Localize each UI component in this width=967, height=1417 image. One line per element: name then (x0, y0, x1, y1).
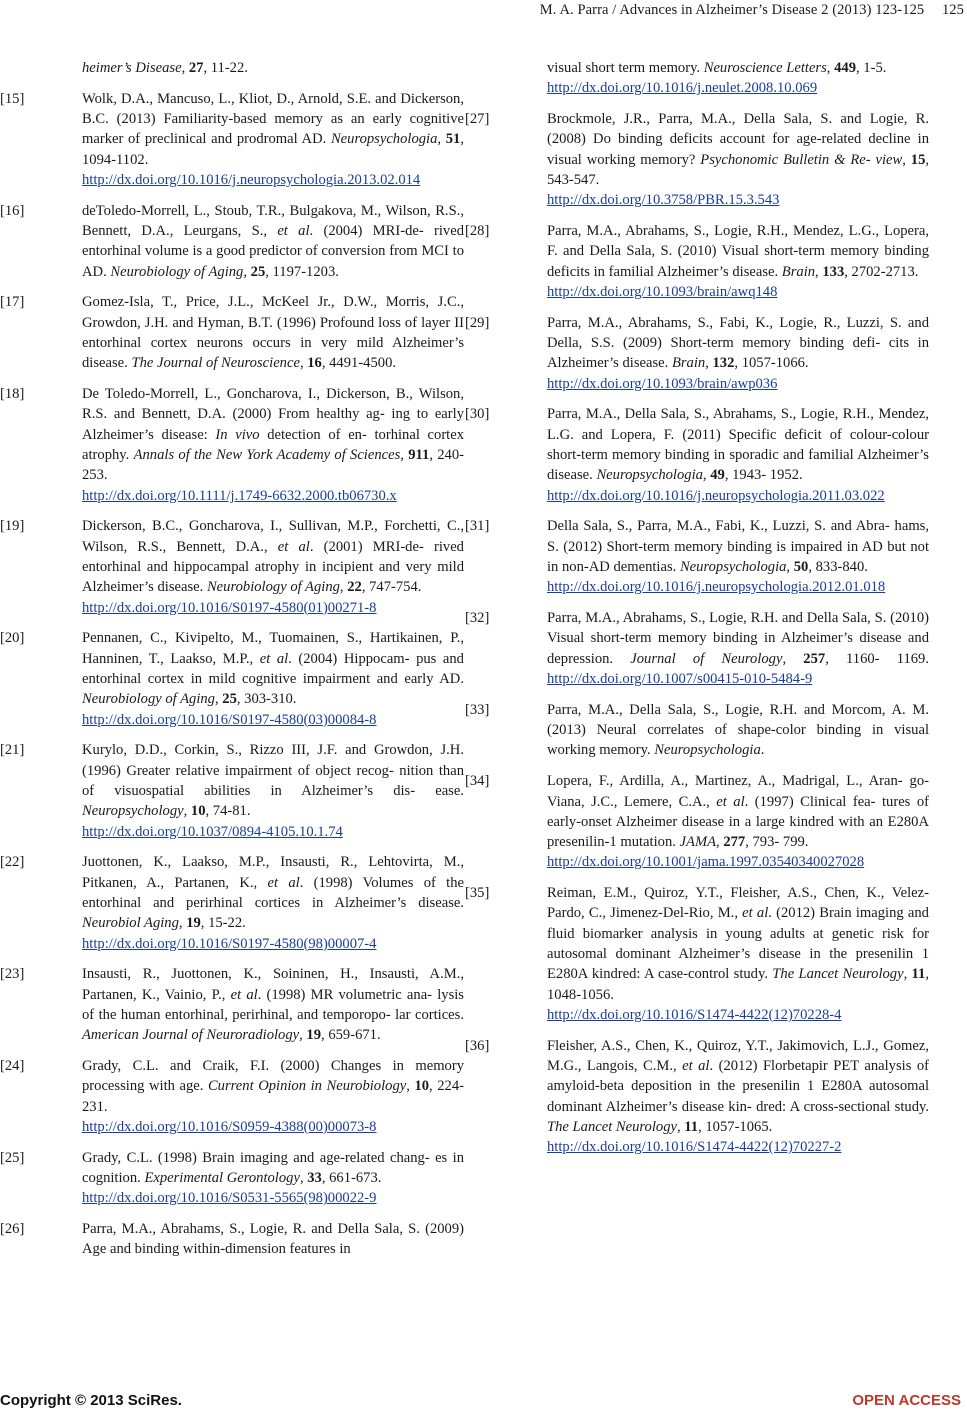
reference-text (547, 221, 929, 302)
reference-text (547, 58, 929, 99)
volume-number: 27 (188, 60, 204, 76)
reference-segment: , (183, 803, 191, 820)
reference-segment: , 303-310. (236, 691, 297, 708)
reference-number: [32] (465, 610, 490, 627)
reference-number: [33] (465, 701, 490, 718)
volume-number: 911 (408, 447, 430, 464)
reference-segment: , (903, 966, 912, 983)
doi-link[interactable]: http://dx.doi.org/10.1093/brain/awp036 (547, 375, 778, 392)
reference-entry (465, 700, 929, 761)
reference-text (82, 1219, 464, 1260)
reference-segment: , (181, 60, 189, 76)
reference-segment: De Toledo-Morrell, L., Goncharova, I., Dickerson, B., Wilson, R.S. and Bennett, D.A. (2000) From healthy ag- ing to early Alzheimer’s disease: (82, 386, 464, 443)
reference-entry (465, 771, 929, 872)
reference-text (82, 1148, 464, 1209)
journal-title: Neuropsychologia (679, 559, 787, 576)
reference-entry (465, 1036, 929, 1158)
reference-number: [15] (0, 90, 25, 107)
journal-title: Neuropsychologia (654, 742, 761, 759)
reference-segment: , 1057-1066. (734, 355, 809, 372)
reference-text (82, 628, 464, 729)
reference-entry (0, 1056, 464, 1137)
journal-title: Neurobiology of Aging (110, 263, 244, 280)
reference-number: [25] (0, 1149, 25, 1166)
journal-title: Neurobiol Aging (82, 915, 179, 932)
reference-segment: , 1094-1102. (82, 131, 464, 168)
reference-text (82, 852, 464, 953)
journal-title: Current Opinion in Neurobiology (207, 1078, 407, 1095)
reference-number: [26] (0, 1221, 25, 1238)
reference-text (547, 608, 929, 689)
journal-title: The Journal of Neuroscience (131, 355, 300, 372)
doi-link[interactable]: http://dx.doi.org/10.1016/j.neulet.2008.10.069 (547, 80, 818, 97)
doi-link[interactable]: http://dx.doi.org/10.1111/j.1749-6632.2000.tb06730.x (82, 487, 397, 504)
doi-link[interactable]: http://dx.doi.org/10.1037/0894-4105.10.1.74 (82, 823, 343, 840)
volume-number: 11 (911, 966, 926, 983)
reference-entry (0, 740, 464, 841)
page-number: 125 (941, 2, 964, 18)
reference-segment: Della Sala, S., Parra, M.A., Fabi, K., Luzzi, S. and Abra- hams, S. (2012) Short-term memory binding is impaired in AD but not in non-AD dementias. (547, 518, 929, 576)
reference-segment: Parra, M.A., Della Sala, S., Abrahams, S., Logie, R.H., Mendez, L.G. and Lopera, F. (2011) Specific deficit of colour-colour short-term memory binding in sporadic and familial Alzheimer’s disease. (547, 406, 929, 484)
reference-entry (465, 313, 929, 394)
reference-number: [31] (465, 518, 490, 535)
reference-segment: , 1-5. (855, 60, 887, 76)
reference-segment: Parra, M.A., Abrahams, S., Logie, R. and Della Sala, S. (2009) Age and binding within-dimension features in (82, 1221, 464, 1258)
reference-number: [27] (465, 111, 490, 128)
reference-text (547, 700, 929, 761)
reference-entry (0, 516, 464, 617)
reference-text (82, 964, 464, 1045)
reference-entry (0, 1219, 464, 1260)
reference-segment: , (716, 834, 724, 851)
reference-segment: Brockmole, J.R., Parra, M.A., Della Sala, S. and Logie, R. (2008) Do binding deficits account for age-related decline in visual working memory? (547, 111, 929, 168)
reference-segment: Dickerson, B.C., Goncharova, I., Sullivan, M.P., Forchetti, C., Wilson, R.S., Bennett, D.A., (82, 518, 464, 555)
reference-segment: Grady, C.L. (1998) Brain imaging and age-related chang- es in cognition. (82, 1149, 464, 1187)
reference-segment: . (2012) Florbetapir PET analysis of amyloid-beta deposition in the presenilin 1 E280A autosomal dominant Alzheimer’s disease kin- dred: A cross-sectional study. (547, 1058, 929, 1115)
reference-segment: Reiman, E.M., Quiroz, Y.T., Fleisher, A.S., Chen, K., Velez-Pardo, C., Jimenez-Del-Rio, M., (547, 885, 929, 922)
reference-text (82, 292, 464, 373)
doi-link[interactable]: http://dx.doi.org/10.1007/s00415-010-5484-9 (547, 671, 813, 688)
reference-number: [30] (465, 406, 490, 423)
reference-segment: , (339, 579, 348, 596)
journal-title: et al (259, 650, 289, 667)
left-reference-column (0, 58, 465, 1270)
reference-text (82, 89, 464, 190)
journal-title: et al (682, 1058, 710, 1075)
doi-link[interactable]: http://dx.doi.org/10.1001/jama.1997.03540340027028 (547, 854, 865, 871)
reference-segment: , 74-81. (205, 803, 251, 820)
reference-segment: Kurylo, D.D., Corkin, S., Rizzo III, J.F. and Growdon, J.H. (1996) Greater relative impairment of object recog- nition than of visuospatial abilities in Alzheimer’s dis- ease. (82, 742, 464, 799)
right-reference-column (465, 58, 930, 1168)
reference-entry (0, 201, 464, 282)
reference-number: [21] (0, 742, 25, 759)
volume-number: 16 (307, 355, 322, 372)
doi-link[interactable]: http://dx.doi.org/10.1016/S0197-4580(98)00007-4 (82, 935, 377, 952)
copyright-notice: Copyright © 2013 SciRes. (0, 1392, 182, 1409)
doi-link[interactable]: http://dx.doi.org/10.1016/S0959-4388(00)00073-8 (82, 1118, 377, 1135)
journal-title: Brain (671, 355, 706, 372)
reference-segment: , (299, 355, 308, 372)
volume-number: 25 (222, 691, 237, 708)
reference-text (82, 58, 464, 78)
reference-entry (0, 964, 464, 1045)
volume-number: 33 (307, 1170, 322, 1187)
reference-segment: , 15-22. (200, 915, 246, 932)
reference-segment: , 224-231. (82, 1078, 464, 1115)
reference-segment: Fleisher, A.S., Chen, K., Quiroz, Y.T., Jakimovich, L.J., Gomez, M.G., Langois, C.M., (547, 1037, 929, 1075)
journal-title: Neuroscience Letters (703, 60, 827, 76)
reference-text (82, 384, 464, 506)
doi-link[interactable]: http://dx.doi.org/10.1016/j.neuropsychologia.2011.03.022 (547, 487, 885, 504)
journal-title: American Journal of Neuroradiology (82, 1027, 300, 1044)
journal-title: et al (267, 874, 300, 891)
journal-title: Experimental Gerontology (144, 1170, 300, 1187)
reference-segment: , 2702-2713. (844, 263, 919, 280)
reference-segment: , 1160- 1169. (825, 650, 930, 667)
volume-number: 10 (414, 1078, 430, 1095)
reference-segment: , (299, 1027, 307, 1044)
reference-segment: deToledo-Morrell, L., Stoub, T.R., Bulgakova, M., Wilson, R.S., Bennett, D.A., Leurgans, S., (82, 202, 464, 240)
open-access-label: OPEN ACCESS (852, 1392, 961, 1409)
reference-segment: , 793- 799. (745, 834, 809, 851)
reference-segment: , (702, 467, 711, 484)
journal-title: Neuropsychologia (330, 131, 438, 148)
journal-title: et al (742, 905, 769, 922)
reference-segment: , (676, 1118, 685, 1135)
reference-segment: detection of en- torhinal cortex atrophy. (82, 426, 465, 464)
doi-link[interactable]: http://dx.doi.org/10.3758/PBR.15.3.543 (547, 192, 780, 209)
reference-segment: , 833-840. (808, 559, 868, 576)
doi-link[interactable]: http://dx.doi.org/10.1016/j.neuropsychologia.2012.01.018 (547, 579, 886, 596)
doi-link[interactable]: http://dx.doi.org/10.1016/S1474-4422(12)70228-4 (547, 1006, 842, 1023)
reference-segment: . (1998) Volumes of the entorhinal and perirhinal cortices in Alzheimer’s disease. (82, 874, 464, 911)
reference-segment: , 240-253. (82, 447, 464, 484)
reference-segment: . (2004) Hippocam- pus and entorhinal cortex in mild cognitive impairment and early AD. (82, 650, 464, 688)
volume-number: 133 (822, 263, 845, 280)
reference-segment: Parra, M.A., Abrahams, S., Logie, R.H., Mendez, L.G., Lopera, F. and Della Sala, S. (2010) Visual short-term memory binding deficits in familial Alzheimer’s disease. (547, 223, 929, 280)
reference-segment: Parra, M.A., Della Sala, S., Logie, R.H. and Morcom, A. M. (2013) Neural correlates of shape-color binding in visual working memory. (547, 701, 929, 759)
reference-segment: , 543-547. (547, 151, 930, 188)
volume-number: 11 (684, 1118, 699, 1135)
reference-segment: , (178, 915, 187, 932)
reference-segment: Juottonen, K., Laakso, M.P., Insausti, R., Lehtovirta, M., Pitkanen, A., Partanen, K., (82, 854, 464, 891)
reference-segment: . (760, 742, 765, 759)
reference-segment: , (214, 691, 223, 708)
running-title: M. A. Parra / Advances in Alzheimer’s Disease 2 (2013) 123-125 (539, 2, 925, 18)
journal-title: heimer’s Disease (82, 60, 182, 76)
reference-text (82, 201, 464, 282)
reference-segment: , (815, 263, 823, 280)
volume-number: 51 (445, 131, 461, 148)
reference-segment: , 1197-1203. (265, 263, 339, 280)
journal-title: Neurobiology of Aging (206, 579, 340, 596)
reference-entry (465, 109, 930, 210)
reference-segment: . (1997) Clinical fea- tures of early-onset Alzheimer disease in a large kindred with an E280A presenilin-1 mutation. (547, 793, 929, 851)
volume-number: 449 (834, 60, 856, 76)
reference-number: [22] (0, 854, 25, 871)
doi-link[interactable]: http://dx.doi.org/10.1016/S0197-4580(01)00271-8 (82, 599, 377, 616)
journal-title: Neuropsychology (82, 803, 184, 820)
reference-segment: , (902, 151, 911, 168)
reference-segment: Gomez-Isla, T., Price, J.L., McKeel Jr., D.W., Morris, J.C., Growdon, J.H. and Hyman, B.T. (1996) Profound loss of layer II entorhinal cortex neurons occurs in very mild Alzheimer’s disease. (82, 294, 464, 372)
reference-segment: , 4491-4500. (321, 355, 397, 372)
doi-link[interactable]: http://dx.doi.org/10.1016/S1474-4422(12)70227-2 (547, 1139, 842, 1156)
reference-text (547, 516, 929, 597)
reference-text (547, 1036, 929, 1158)
reference-number: [28] (465, 223, 490, 240)
reference-segment: , 1943- 1952. (724, 467, 803, 484)
reference-entry (465, 404, 929, 505)
reference-segment: , (406, 1078, 415, 1095)
running-header (0, 2, 967, 19)
journal-title: In vivo (215, 426, 260, 443)
volume-number: 257 (803, 650, 826, 667)
reference-segment: , 1057-1065. (698, 1118, 773, 1135)
reference-segment: . (2001) MRI-de- rived entorhinal and hippocampal atrophy in incipient and very mild Alzheimer’s disease. (82, 538, 464, 596)
reference-segment: , 1048-1056. (547, 966, 929, 1003)
reference-text (82, 740, 464, 841)
reference-entry (0, 292, 464, 373)
reference-number: [34] (465, 773, 490, 790)
journal-title: Journal of Neurology (630, 650, 783, 667)
journal-title: Brain (781, 263, 816, 280)
journal-title: et al (230, 986, 258, 1003)
reference-entry (465, 221, 929, 302)
reference-text (547, 771, 929, 872)
reference-segment: Wolk, D.A., Mancuso, L., Kliot, D., Arnold, S.E. and Dickerson, B.C. (2013) Familiarity-based memory as an early cognitive marker of preclinical and prodromal AD. (82, 90, 464, 148)
reference-entry (0, 384, 465, 506)
reference-segment: , (400, 447, 409, 464)
reference-text (547, 883, 929, 1025)
journal-title: Psychonomic Bulletin & Re- view (700, 151, 903, 168)
reference-continuation (505, 58, 929, 99)
reference-segment: . (1998) MR volumetric ana- lysis of the human entorhinal, perirhinal, and temporopo- lar cortices. (82, 986, 464, 1023)
reference-text (82, 1056, 464, 1137)
journal-title: et al (277, 538, 310, 555)
reference-entry (0, 852, 464, 953)
volume-number: 22 (347, 579, 362, 596)
reference-text (547, 313, 929, 394)
journal-title: The Lancet Neurology (547, 1118, 677, 1135)
reference-number: [19] (0, 518, 25, 535)
reference-number: [17] (0, 294, 25, 311)
reference-segment: Lopera, F., Ardilla, A., Martinez, A., Madrigal, L., Aran- go-Viana, J.C., Lemere, C.A., (547, 773, 929, 810)
reference-text (82, 516, 464, 617)
doi-link[interactable]: http://dx.doi.org/10.1093/brain/awq148 (547, 283, 778, 300)
volume-number: 50 (793, 559, 809, 576)
journal-title: Neuropsychologia (596, 467, 703, 484)
reference-segment: Insausti, R., Juottonen, K., Soininen, H., Insausti, A.M., Partanen, K., Vainio, P., (82, 966, 464, 1003)
volume-number: 19 (186, 915, 201, 932)
doi-link[interactable]: http://dx.doi.org/10.1016/S0531-5565(98)00022-9 (82, 1190, 377, 1207)
reference-segment: , 659-671. (321, 1027, 381, 1044)
volume-number: 10 (190, 803, 206, 820)
reference-segment: Parra, M.A., Abrahams, S., Logie, R.H. and Della Sala, S. (2010) Visual short-term memory binding in Alzheimer’s disease and depression. (547, 610, 929, 667)
journal-title: The Lancet Neurology (772, 966, 904, 983)
volume-number: 132 (712, 355, 735, 372)
reference-entry (0, 1148, 464, 1209)
reference-segment: , 747-754. (361, 579, 422, 596)
reference-segment: Pennanen, C., Kivipelto, M., Tuomainen, S., Hartikainen, P., Hanninen, T., Laakso, M.P., (82, 630, 464, 667)
reference-segment: , 661-673. (321, 1170, 382, 1187)
reference-entry (0, 89, 464, 190)
reference-number: [16] (0, 202, 25, 219)
reference-segment: , (786, 559, 794, 576)
journal-title: Neurobiology of Aging (82, 691, 215, 708)
reference-segment: . (2012) Brain imaging and fluid biomarker analysis in young adults at genetic risk for autosomal dominant Alzheimer’s disease in the presenilin 1 E280A kindred: A case-control study. (547, 905, 929, 983)
volume-number: 25 (250, 263, 266, 280)
reference-number: [35] (465, 885, 490, 902)
reference-segment: , (826, 60, 835, 76)
reference-segment: Parra, M.A., Abrahams, S., Fabi, K., Logie, R., Luzzi, S. and Della, S.S. (2009) Short-term memory binding defi- cits in Alzheimer’s disease. (547, 314, 929, 372)
reference-entry (465, 883, 929, 1025)
reference-number: [24] (0, 1058, 25, 1075)
reference-entry (465, 516, 929, 597)
journal-title: JAMA (679, 834, 717, 851)
reference-segment: . (2004) MRI-de- rived entorhinal volume is a good predictor of conversion from MCI to AD. (82, 223, 464, 280)
reference-segment: , (243, 263, 251, 280)
reference-entry (0, 628, 464, 729)
reference-segment: Grady, C.L. and Craik, F.I. (2000) Changes in memory processing with age. (82, 1058, 464, 1095)
reference-number: [23] (0, 966, 25, 983)
volume-number: 15 (910, 151, 926, 168)
journal-title: Annals of the New York Academy of Sciences (133, 447, 401, 464)
reference-segment: , 11-22. (203, 60, 248, 76)
volume-number: 277 (723, 834, 746, 851)
reference-number: [18] (0, 386, 25, 403)
journal-title: et al (277, 223, 310, 240)
reference-segment: visual short term memory. (547, 60, 704, 76)
journal-title: et al (716, 793, 745, 810)
volume-number: 19 (306, 1027, 322, 1044)
reference-number: [29] (465, 314, 490, 331)
volume-number: 49 (710, 467, 725, 484)
reference-entry (465, 608, 930, 689)
reference-text (547, 404, 929, 505)
doi-link[interactable]: http://dx.doi.org/10.1016/S0197-4580(03)00084-8 (82, 711, 377, 728)
reference-segment: , (705, 355, 713, 372)
reference-segment: , (299, 1170, 308, 1187)
doi-link[interactable]: http://dx.doi.org/10.1016/j.neuropsychologia.2013.02.014 (82, 171, 421, 188)
reference-segment: , (782, 650, 804, 667)
reference-continuation (40, 58, 464, 78)
reference-segment: , (437, 131, 446, 148)
reference-text (547, 109, 929, 210)
reference-number: [20] (0, 630, 25, 647)
reference-number: [36] (465, 1037, 490, 1054)
